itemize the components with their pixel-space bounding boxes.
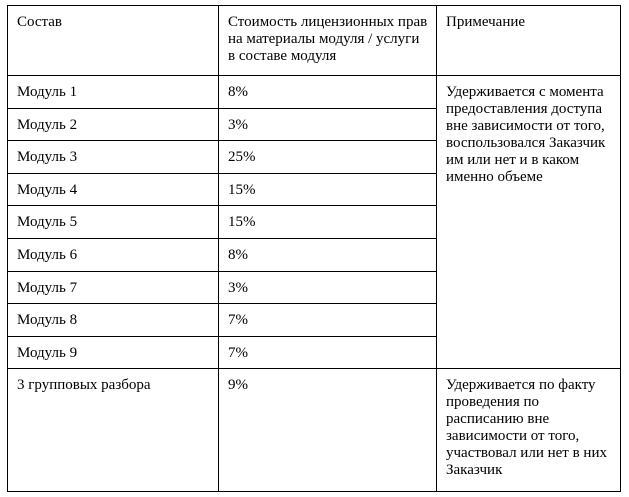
group-review-note: Удерживается по факту проведения по расписанию вне зависимости от того, участвовал или нет в них Заказчик xyxy=(437,369,621,492)
license-cost-table xyxy=(7,5,621,492)
module-cost: 8% xyxy=(219,76,437,109)
header-license-cost: Стоимость лицензионных прав на материалы модуля / услуги в составе модуля xyxy=(219,6,437,76)
module-cost: 3% xyxy=(219,108,437,141)
module-cost: 7% xyxy=(219,336,437,369)
module-cost: 3% xyxy=(219,271,437,304)
group-review-cost: 9% xyxy=(219,369,437,492)
module-name: Модуль 9 xyxy=(8,336,219,369)
module-name: Модуль 7 xyxy=(8,271,219,304)
table-header-row xyxy=(8,6,621,76)
module-name: Модуль 5 xyxy=(8,206,219,239)
modules-note: Удерживается с момента предоставления доступа вне зависимости от того, воспользовался Заказчик им или нет и в каком именно объеме xyxy=(437,76,621,369)
group-review-row xyxy=(8,369,621,492)
module-cost: 7% xyxy=(219,304,437,337)
module-name: Модуль 2 xyxy=(8,108,219,141)
group-review-name: 3 групповых разбора xyxy=(8,369,219,492)
module-name: Модуль 6 xyxy=(8,238,219,271)
module-cost: 15% xyxy=(219,206,437,239)
document-table-container xyxy=(7,5,621,492)
module-cost: 25% xyxy=(219,141,437,174)
module-cost: 8% xyxy=(219,238,437,271)
header-composition: Состав xyxy=(8,6,219,76)
header-note: Примечание xyxy=(437,6,621,76)
table-row xyxy=(8,76,621,109)
module-name: Модуль 1 xyxy=(8,76,219,109)
module-name: Модуль 4 xyxy=(8,173,219,206)
module-name: Модуль 8 xyxy=(8,304,219,337)
module-name: Модуль 3 xyxy=(8,141,219,174)
module-cost: 15% xyxy=(219,173,437,206)
